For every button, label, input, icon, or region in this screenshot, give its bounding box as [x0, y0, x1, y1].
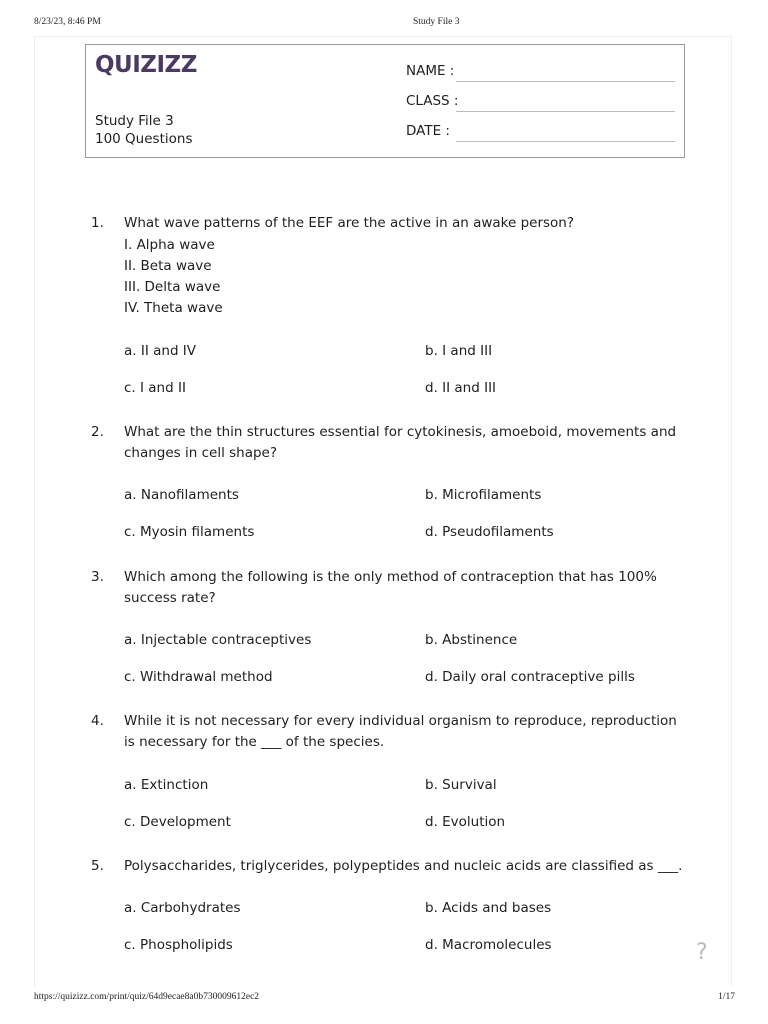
- option-d: d. Daily oral contraceptive pills: [425, 669, 635, 685]
- statement: IV. Theta wave: [124, 300, 223, 316]
- name-field[interactable]: [456, 81, 675, 82]
- option-b: b. Survival: [425, 777, 497, 793]
- name-label: NAME :: [406, 63, 455, 79]
- option-a: a. Extinction: [124, 777, 209, 793]
- question-text: What are the thin structures essential for cytokinesis, amoeboid, movements and changes in cell shape?: [124, 424, 677, 461]
- class-label: CLASS :: [406, 93, 459, 109]
- option-b: b. I and III: [425, 343, 493, 359]
- question-number: 3.: [91, 569, 104, 585]
- option-c: c. Myosin filaments: [124, 524, 255, 540]
- date-label: DATE :: [406, 123, 450, 139]
- option-a: a. Injectable contraceptives: [124, 632, 312, 648]
- question-number: 4.: [91, 713, 104, 729]
- option-a: a. Nanofilaments: [124, 487, 239, 503]
- question-text: Polysaccharides, triglycerides, polypeptides and nucleic acids are classified as ___.: [124, 858, 683, 874]
- option-a: a. II and IV: [124, 343, 197, 359]
- option-c: c. Development: [124, 814, 231, 830]
- option-b: b. Abstinence: [425, 632, 518, 648]
- option-c: c. Withdrawal method: [124, 669, 273, 685]
- question-number: 2.: [91, 424, 104, 440]
- question-text: What wave patterns of the EEF are the active in an awake person?: [124, 215, 575, 231]
- question-text: Which among the following is the only method of contraception that has 100% success rate?: [124, 569, 657, 606]
- print-datetime: 8/23/23, 8:46 PM: [34, 17, 101, 27]
- statement: I. Alpha wave: [124, 237, 215, 253]
- statement: III. Delta wave: [124, 279, 221, 295]
- date-field[interactable]: [456, 141, 675, 142]
- option-c: c. I and II: [124, 380, 186, 396]
- question-text: While it is not necessary for every individual organism to reproduce, reproduction is necessary for the ___ of the species.: [124, 713, 677, 750]
- quizizz-logo: QUIZIZZ: [95, 52, 197, 78]
- option-b: b. Acids and bases: [425, 900, 552, 916]
- question-count: 100 Questions: [95, 131, 193, 147]
- option-d: d. Evolution: [425, 814, 506, 830]
- statement: II. Beta wave: [124, 258, 212, 274]
- help-icon[interactable]: ?: [696, 940, 708, 965]
- option-d: d. Macromolecules: [425, 937, 552, 953]
- option-d: d. Pseudofilaments: [425, 524, 554, 540]
- quiz-title: Study File 3: [95, 113, 174, 129]
- print-url: https://quizizz.com/print/quiz/64d9ecae8a0b730009612ec2: [34, 992, 260, 1002]
- option-c: c. Phospholipids: [124, 937, 233, 953]
- question-number: 5.: [91, 858, 104, 874]
- option-a: a. Carbohydrates: [124, 900, 241, 916]
- quiz-header-box: [85, 44, 685, 158]
- option-b: b. Microfilaments: [425, 487, 542, 503]
- question-number: 1.: [91, 215, 104, 231]
- print-doc-title: Study File 3: [413, 17, 460, 27]
- page-number: 1/17: [718, 992, 735, 1002]
- class-field[interactable]: [456, 111, 675, 112]
- page-frame: [34, 36, 732, 988]
- option-d: d. II and III: [425, 380, 497, 396]
